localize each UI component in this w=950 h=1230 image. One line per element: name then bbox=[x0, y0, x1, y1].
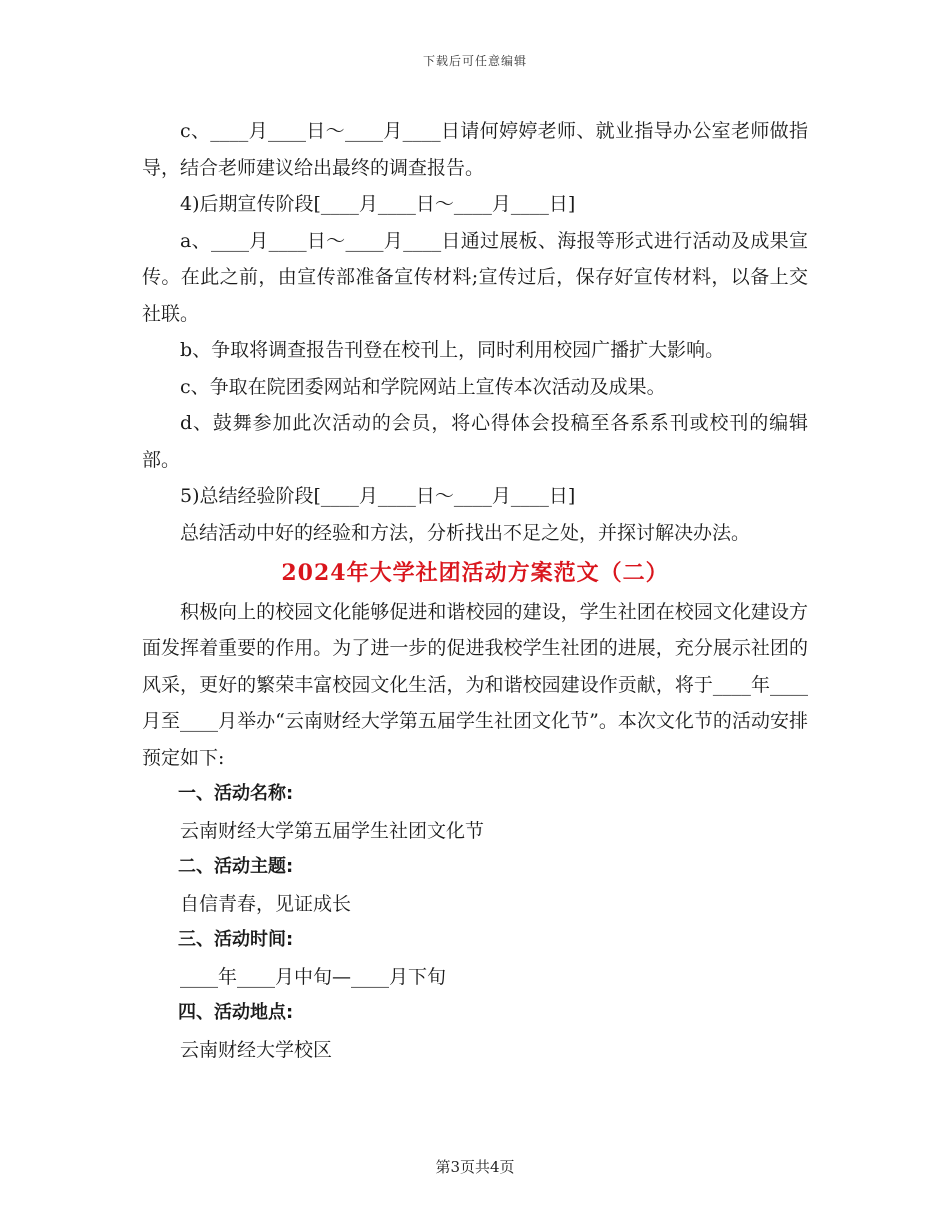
item-heading-theme: 二、活动主题: bbox=[178, 856, 294, 877]
document-body bbox=[142, 113, 808, 1068]
page-footer: 第3页共4页 bbox=[435, 1158, 515, 1176]
item-value-location: 云南财经大学校区 bbox=[180, 1038, 333, 1061]
paragraph: c、争取在院团委网站和学院网站上宣传本次活动及成果。 bbox=[180, 375, 666, 398]
paragraph: 5)总结经验阶段[____月____日～____月____日] bbox=[180, 485, 576, 507]
item-value-name: 云南财经大学第五届学生社团文化节 bbox=[180, 819, 485, 842]
paragraph: b、争取将调查报告刊登在校刊上，同时利用校园广播扩大影响。 bbox=[180, 339, 725, 361]
paragraph: 总结活动中好的经验和方法，分析找出不足之处，并探讨解决办法。 bbox=[180, 521, 751, 544]
paragraph: 4)后期宣传阶段[____月____日～____月____日] bbox=[180, 193, 576, 215]
paragraph: d、鼓舞参加此次活动的会员，将心得体会投稿至各系系刊或校刊的编辑部。 bbox=[142, 412, 808, 471]
item-heading-name: 一、活动名称: bbox=[178, 783, 294, 804]
item-heading-time: 三、活动时间: bbox=[178, 929, 294, 950]
item-value-time: ____年____月中旬—____月下旬 bbox=[180, 965, 447, 988]
page-header: 下载后可任意编辑 bbox=[422, 54, 527, 68]
item-value-theme: 自信青春，见证成长 bbox=[180, 892, 352, 915]
intro-paragraph: 积极向上的校园文化能够促进和谐校园的建设，学生社团在校园文化建设方面发挥着重要的作用。为了进一步的促进我校学生社团的进展，充分展示社团的风采，更好的繁荣丰富校园文化生活，为和谐校园建设作贡献，将于____年____月至____月举办“云南财经大学第五届学生社团文化节”。本次文化节的活动安排预定如下: bbox=[142, 600, 808, 769]
paragraph: a、____月____日～____月____日通过展板、海报等形式进行活动及成果宣传。在此之前，由宣传部准备宣传材料;宣传过后，保存好宣传材料，以备上交社联。 bbox=[142, 229, 808, 325]
item-heading-location: 四、活动地点: bbox=[178, 1002, 294, 1023]
paragraph: c、____月____日～____月____日请何婷婷老师、就业指导办公室老师做指导，结合老师建议给出最终的调查报告。 bbox=[142, 120, 808, 179]
section-title: 2024年大学社团活动方案范文（二） bbox=[281, 560, 669, 586]
